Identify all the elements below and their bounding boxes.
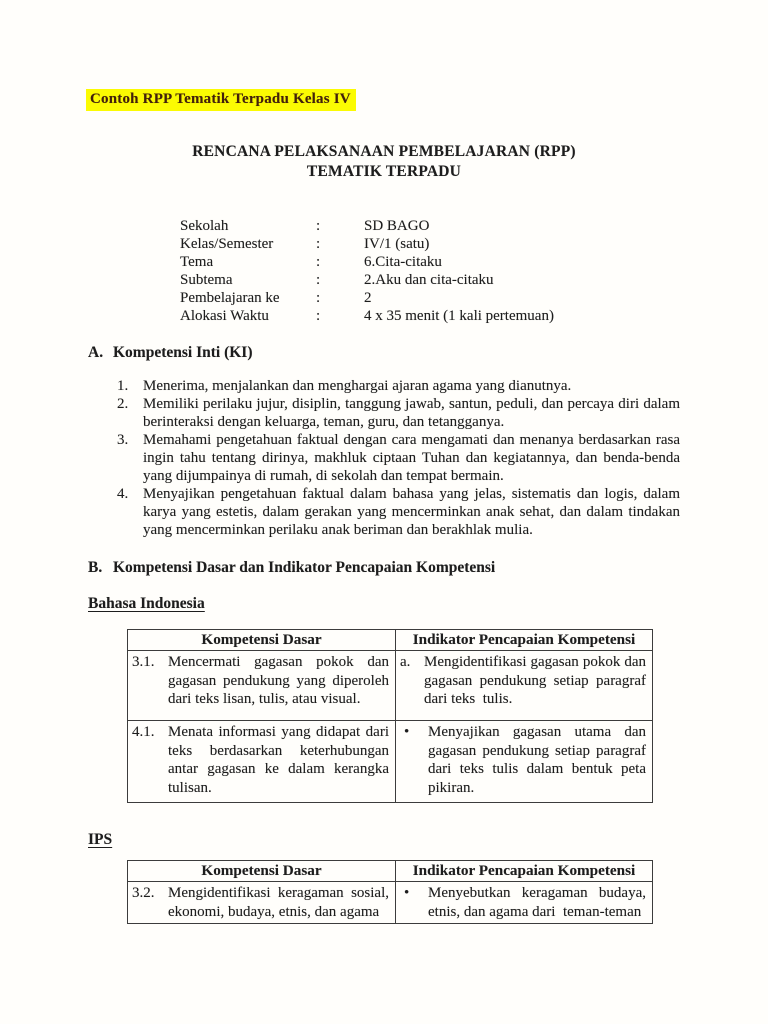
section-title: Kompetensi Dasar dan Indikator Pencapaian Kompetensi (113, 559, 496, 576)
section-a-heading (88, 344, 253, 362)
subject-heading-ips: IPS (88, 831, 113, 848)
list-item-text: Menerima, menjalankan dan menghargai ajaran agama yang dianutnya. (143, 378, 572, 394)
kompetensi-dasar-cell (128, 721, 396, 803)
document-title-line2: TEMATIK TERPADU (306, 163, 462, 180)
detail-value: 2 (364, 290, 372, 306)
column-header-indikator: Indikator Pencapaian Kompetensi (396, 630, 653, 651)
indicator-marker: a. (400, 654, 411, 670)
indicator-text: Menyebutkan keragaman budaya, etnis, dan agama dari teman-teman (428, 885, 646, 920)
kompetensi-inti-list (117, 377, 680, 539)
highlighted-title: Contoh RPP Tematik Terpadu Kelas IV (86, 89, 356, 111)
kd-table-ips (127, 860, 653, 924)
detail-separator: : (316, 218, 321, 234)
section-b-heading (88, 559, 495, 577)
document-title-line1: RENCANA PELAKSANAAN PEMBELAJARAN (RPP) (192, 143, 576, 160)
indikator-cell (396, 651, 653, 721)
section-letter: B. (88, 559, 103, 576)
section-letter: A. (88, 344, 104, 361)
detail-row-pembelajaran (180, 289, 554, 307)
bullet-marker: • (404, 885, 410, 901)
detail-row-tema (180, 253, 554, 271)
kd-text: Menata informasi yang didapat dari teks berdasarkan keterhubungan antar gagasan ke dalam kerangka tulisan. (168, 724, 389, 796)
section-title: Kompetensi Inti (KI) (113, 344, 253, 361)
detail-row-sekolah (180, 217, 554, 235)
detail-value: 6.Cita-citaku (364, 254, 442, 270)
list-item-number: 4. (117, 486, 129, 502)
detail-label: Tema (180, 254, 214, 270)
list-item-number: 3. (117, 432, 129, 448)
list-item-number: 1. (117, 378, 129, 394)
detail-separator: : (316, 290, 321, 306)
detail-value: IV/1 (satu) (364, 236, 430, 252)
column-header-indikator: Indikator Pencapaian Kompetensi (396, 861, 653, 882)
document-title (0, 142, 768, 182)
kd-number: 3.1. (132, 654, 155, 670)
detail-separator: : (316, 272, 321, 288)
kompetensi-dasar-cell (128, 882, 396, 924)
detail-row-subtema (180, 271, 554, 289)
indikator-cell (396, 882, 653, 924)
lesson-details (180, 217, 554, 325)
list-item (117, 431, 680, 485)
detail-label: Pembelajaran ke (180, 290, 280, 306)
bullet-marker: • (404, 724, 410, 740)
table-row (128, 721, 653, 803)
table-row (128, 882, 653, 924)
kd-number: 3.2. (132, 885, 155, 901)
list-item (117, 395, 680, 431)
column-header-kompetensi-dasar: Kompetensi Dasar (128, 861, 396, 882)
list-item-text: Menyajikan pengetahuan faktual dalam bahasa yang jelas, sistematis dan logis, dalam karya yang estetis, dalam gerakan yang mencerminkan anak sehat, dan dalam tindakan yang mencerminkan perilaku anak beriman dan berakhlak mulia. (143, 486, 680, 538)
detail-separator: : (316, 254, 321, 270)
list-item-number: 2. (117, 396, 129, 412)
table-row (128, 651, 653, 721)
detail-separator: : (316, 308, 321, 324)
list-item-text: Memiliki perilaku jujur, disiplin, tanggung jawab, santun, peduli, dan percaya diri dalam berinteraksi dengan keluarga, teman, guru, dan tetangganya. (143, 396, 680, 430)
detail-label: Alokasi Waktu (180, 308, 269, 324)
list-item (117, 377, 680, 395)
detail-label: Subtema (180, 272, 233, 288)
table-header-row (128, 630, 653, 651)
indikator-cell (396, 721, 653, 803)
kd-table-bahasa-indonesia (127, 629, 653, 803)
kd-text: Mengidentifikasi keragaman sosial, ekonomi, budaya, etnis, dan agama (168, 885, 389, 920)
detail-value: SD BAGO (364, 218, 430, 234)
kd-text: Mencermati gagasan pokok dan gagasan pendukung yang diperoleh dari teks lisan, tulis, atau visual. (168, 654, 389, 707)
table-header-row (128, 861, 653, 882)
detail-label: Kelas/Semester (180, 236, 274, 252)
detail-value: 4 x 35 menit (1 kali pertemuan) (364, 308, 554, 324)
column-header-kompetensi-dasar: Kompetensi Dasar (128, 630, 396, 651)
kompetensi-dasar-cell (128, 651, 396, 721)
indicator-text: Mengidentifikasi gagasan pokok dan gagasan pendukung setiap paragraf dari teks tulis. (424, 654, 646, 707)
subject-heading-bahasa-indonesia: Bahasa Indonesia (88, 595, 205, 612)
detail-row-alokasi (180, 307, 554, 325)
list-item-text: Memahami pengetahuan faktual dengan cara mengamati dan menanya berdasarkan rasa ingin tahu tentang dirinya, makhluk ciptaan Tuhan dan kegiatannya, dan benda-benda yang dijumpainya di rumah, di sekolah dan tempat bermain. (143, 432, 680, 484)
detail-label: Sekolah (180, 218, 229, 234)
detail-row-kelas (180, 235, 554, 253)
detail-value: 2.Aku dan cita-citaku (364, 272, 494, 288)
indicator-text: Menyajikan gagasan utama dan gagasan pendukung setiap paragraf dari teks tulis dalam bentuk peta pikiran. (428, 724, 646, 796)
kd-number: 4.1. (132, 724, 155, 740)
detail-separator: : (316, 236, 321, 252)
list-item (117, 485, 680, 539)
